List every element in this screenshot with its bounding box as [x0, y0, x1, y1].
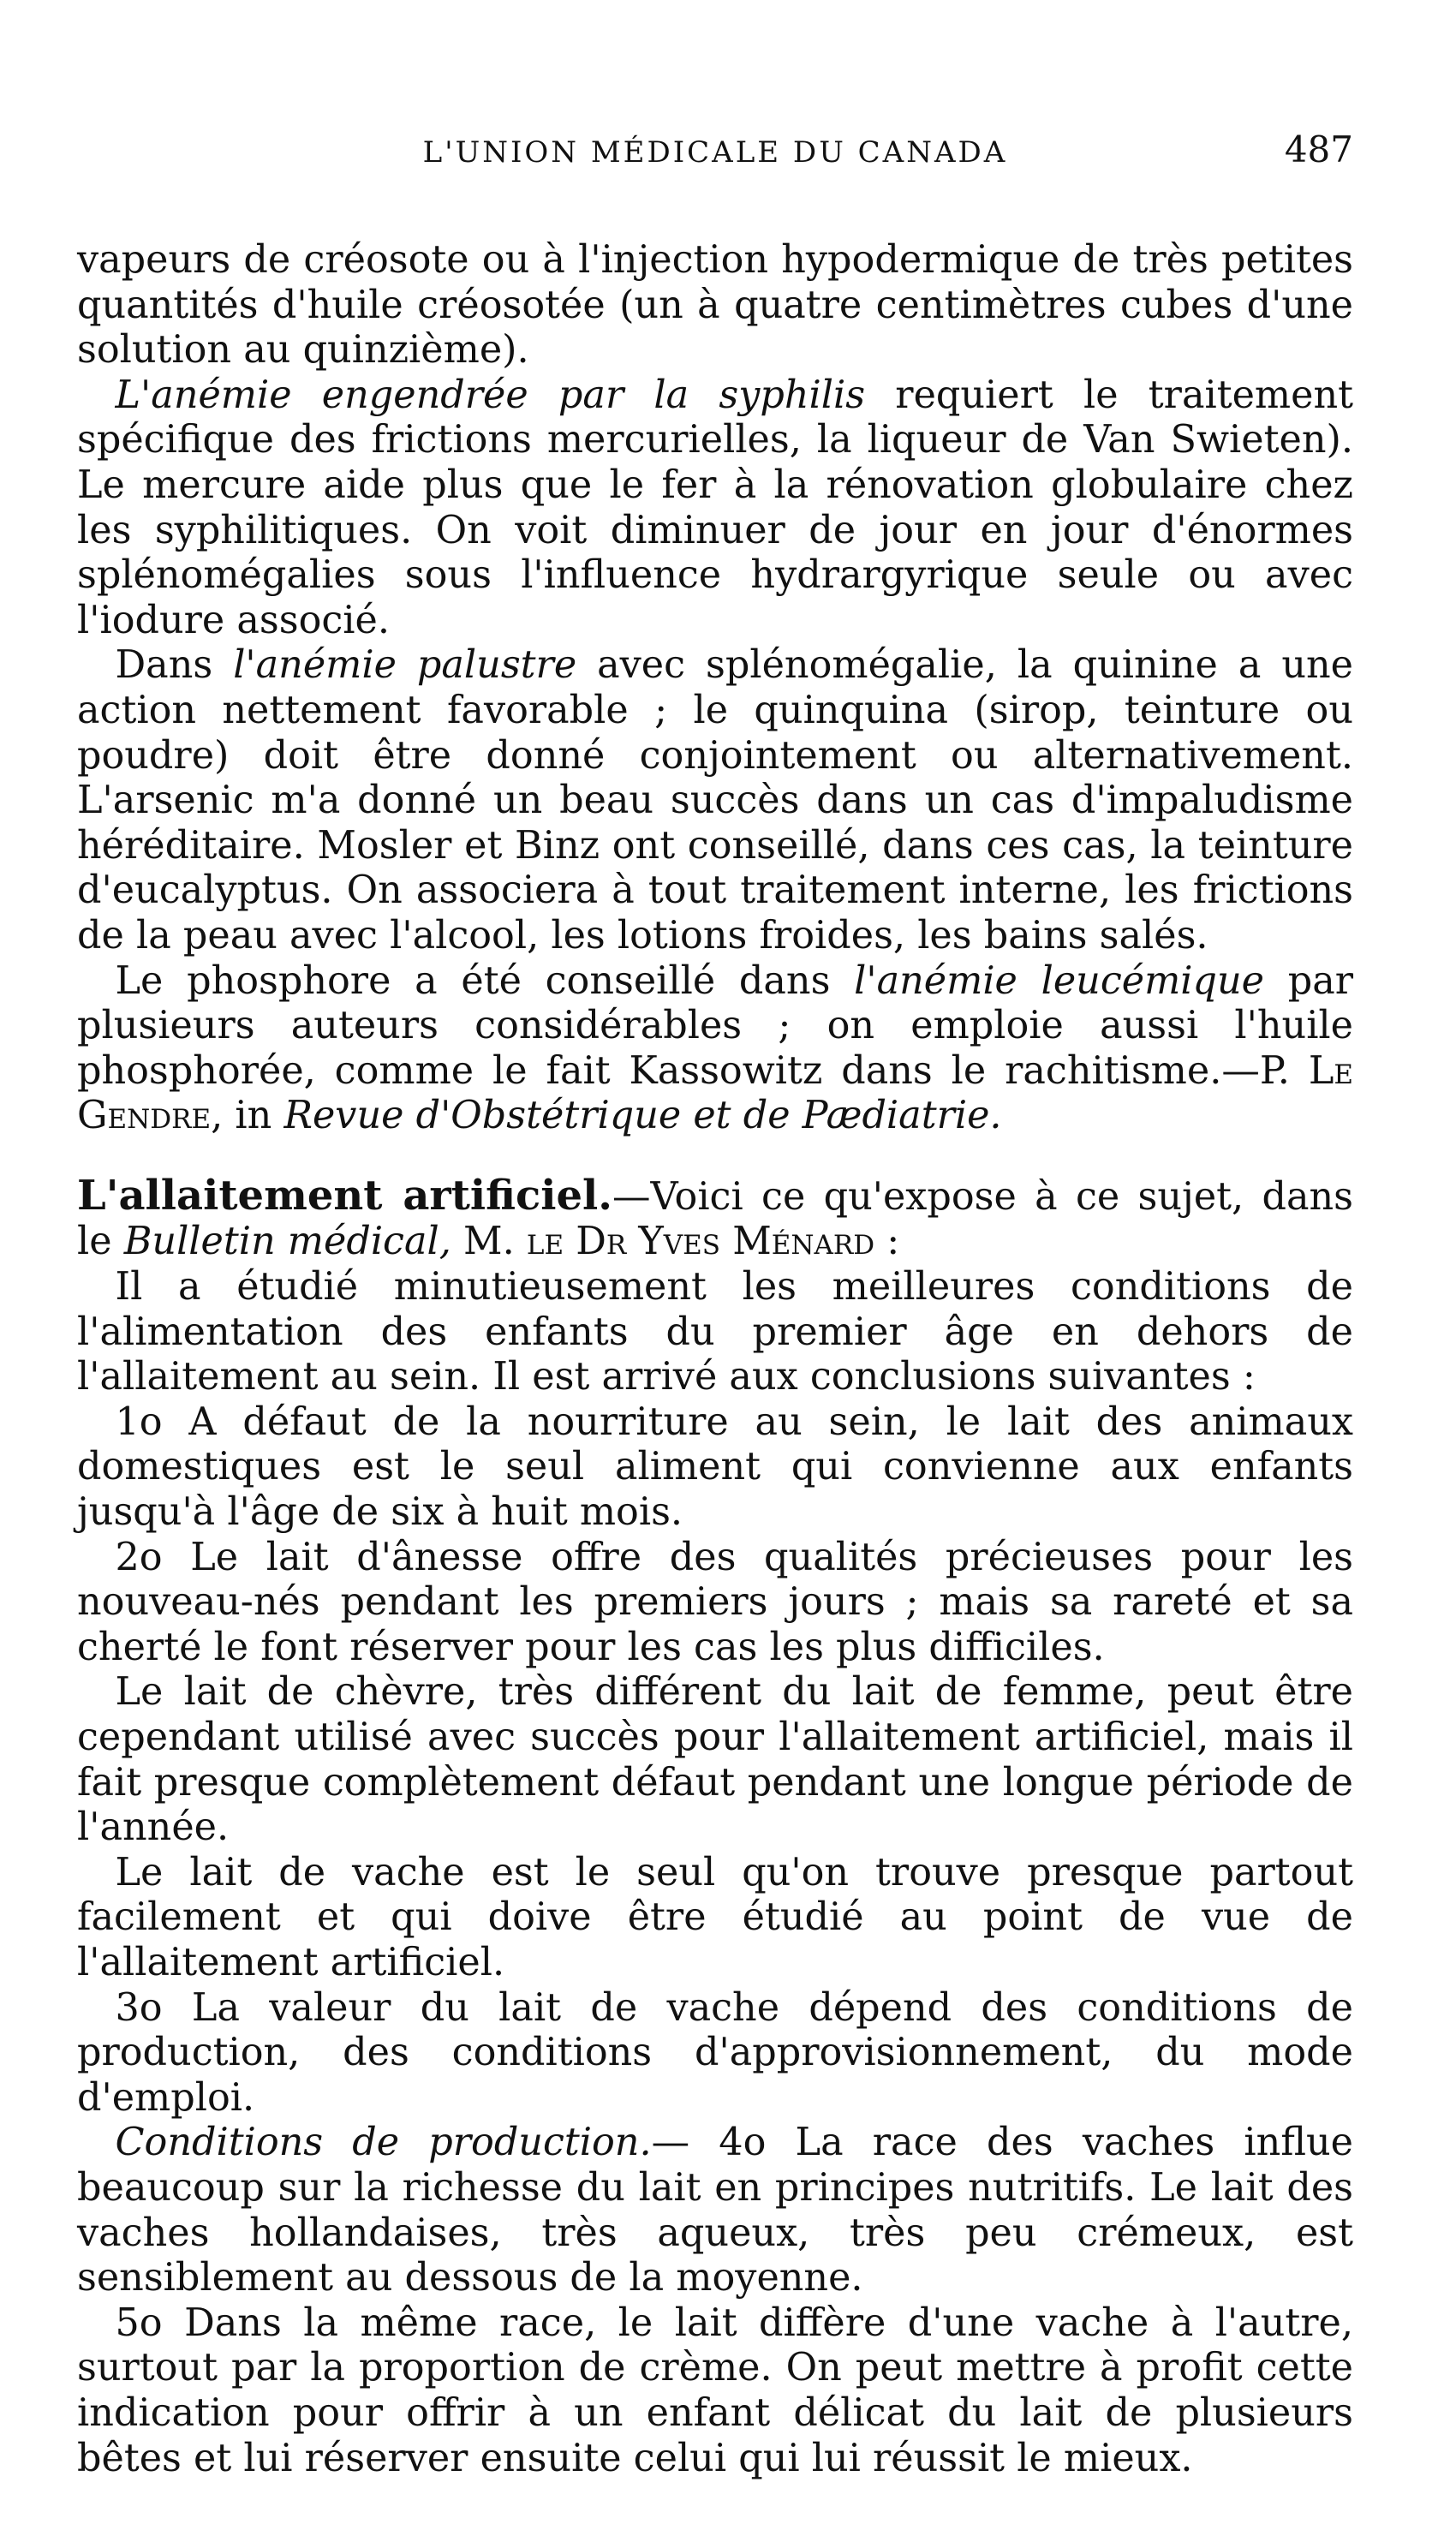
- body-text: [77, 238, 1353, 2481]
- italic-term: l'anémie palustre: [233, 643, 577, 688]
- paragraph-text: , in: [211, 1094, 284, 1138]
- running-header: [77, 128, 1353, 188]
- journal-title: Revue d'Obstétrique et de Pædiatrie.: [283, 1094, 1002, 1138]
- paragraph-conclusion-1: [77, 1400, 1353, 1536]
- paragraph-text: 3o La valeur du lait de vache dépend des conditions de production, des conditions d'approvisionnement, du mode d'emploi.: [77, 1985, 1353, 2120]
- paragraph-text: 1o A défaut de la nourriture au sein, le lait des animaux domestiques est le seul aliment qui convienne aux enfants jusqu'à l'âge de six à huit mois.: [77, 1399, 1353, 1535]
- italic-term: Conditions de production.: [115, 2121, 652, 2165]
- paragraph-allaitement-intro: [77, 1173, 1353, 1265]
- author-name: M. le Dr Yves Ménard :: [451, 1220, 900, 1264]
- paragraph-text: vapeurs de créosote ou à l'injection hypodermique de très petites quantités d'huile créosotée (un à quatre centimètres cubes d'une solution au quinzième).: [77, 238, 1353, 373]
- paragraph-lait-chevre: [77, 1670, 1353, 1850]
- italic-term: l'anémie leucémique: [854, 958, 1264, 1003]
- paragraph-text: 5o Dans la même race, le lait diffère d'une vache à l'autre, surtout par la proportion de crème. On peut mettre à profit cette indication pour offrir à un enfant délicat du lait de plusieurs bêtes et lui réserver ensuite celui qui lui réussit le mieux.: [77, 2300, 1353, 2480]
- author-name: Le Gendre: [77, 1048, 1353, 1138]
- paragraph-conclusion-4: [77, 2121, 1353, 2300]
- paragraph-text: Le lait de vache est le seul qu'on trouve presque partout facilement et qui doive être étudié au point de vue de l'allaitement artificiel.: [77, 1850, 1353, 1984]
- paragraph-conditions: [77, 1265, 1353, 1400]
- paragraph-text: — 4o La race des vaches influe beaucoup sur la richesse du lait en principes nutritifs. Le lait des vaches hollandaises, très aqueux, très peu crémeux, est sensiblement au dessous de la moyenne.: [77, 2121, 1353, 2300]
- running-title: L'UNION MÉDICALE DU CANADA: [422, 135, 1008, 170]
- paragraph-conclusion-3: [77, 1986, 1353, 2121]
- paragraph-text: Dans: [115, 643, 234, 688]
- paragraph-syphilis: [77, 373, 1353, 644]
- paragraph-conclusion-5: [77, 2301, 1353, 2481]
- paragraph-text: Le lait de chèvre, très différent du lait de femme, peut être cependant utilisé avec succès pour l'allaitement artificiel, mais il fait presque complètement défaut pendant une longue période de l'année.: [77, 1670, 1353, 1850]
- section-gap: [77, 1139, 1353, 1173]
- italic-term: L'anémie engendrée par la syphilis: [115, 373, 866, 417]
- paragraph-text: Il a étudié minutieusement les meilleures conditions de l'alimentation des enfants du premier âge en dehors de l'allaitement au sein. Il est arrivé aux conclusions suivantes :: [77, 1265, 1353, 1399]
- paragraph-phosphore: [77, 959, 1353, 1139]
- paragraph-text: —Voici ce qu'expose à ce sujet, dans le: [77, 1174, 1354, 1264]
- paragraph-text: requiert le traitement spécifique des frictions mercurielles, la liqueur de Van Swieten). Le mercure aide plus que le fer à la rénovation globulaire chez les syphilitiques. On voit diminuer de jour en jour d'énormes splénomégalies sous l'influence hydrargyrique seule ou avec l'iodure associé.: [77, 373, 1353, 642]
- paragraph-text: avec splénomégalie, la quinine a une action nettement favorable ; le quinquina (sirop, teinture ou poudre) doit être donné conjointement ou alternativement. L'arsenic m'a donné un beau succès dans un cas d'impaludisme héréditaire. Mosler et Binz ont conseillé, dans ces cas, la teinture d'eucalyptus. On associera à tout traitement interne, les frictions de la peau avec l'alcool, les lotions froides, les bains salés.: [77, 643, 1353, 958]
- paragraph-creosote: [77, 238, 1353, 373]
- paragraph-text: 2o Le lait d'ânesse offre des qualités précieuses pour les nouveau-nés pendant les premiers jours ; mais sa rareté et sa cherté le font réserver pour les cas les plus difficiles.: [77, 1535, 1353, 1669]
- journal-title: Bulletin médical,: [123, 1220, 451, 1264]
- paragraph-conclusion-2: [77, 1536, 1353, 1671]
- paragraph-lait-vache: [77, 1851, 1353, 1986]
- section-heading: L'allaitement artificiel.: [77, 1171, 612, 1220]
- paragraph-palustre: [77, 643, 1353, 958]
- paragraph-text: Le phosphore a été conseillé dans: [115, 958, 855, 1003]
- page-number: 487: [1284, 128, 1353, 170]
- paragraph-text: par plusieurs auteurs considérables ; on emploie aussi l'huile phosphorée, comme le fait Kassowitz dans le rachitisme.—P.: [77, 958, 1353, 1093]
